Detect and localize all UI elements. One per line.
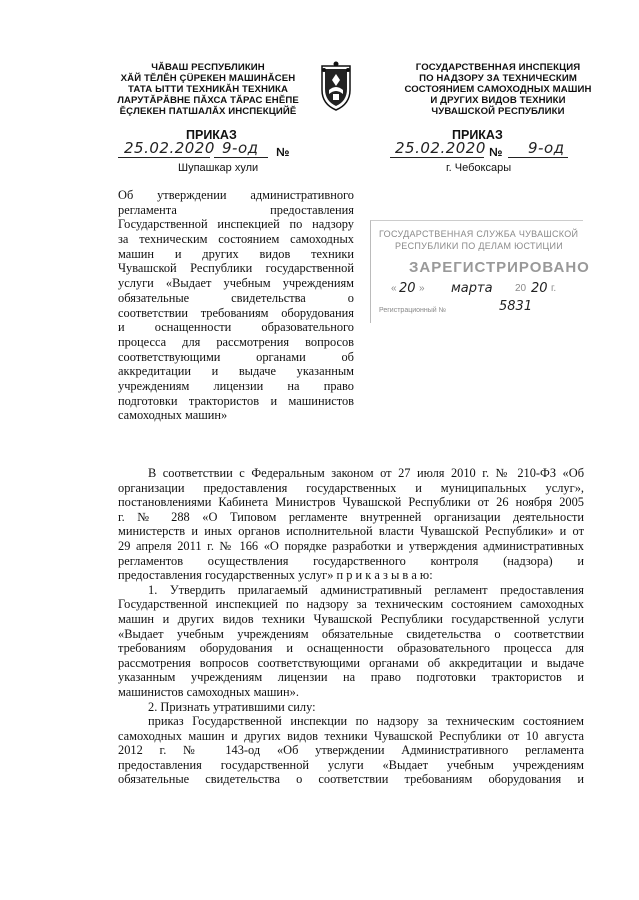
title-line: машин и других видов техники (118, 246, 354, 261)
registration-stamp: ГОСУДАРСТВЕННАЯ СЛУЖБА ЧУВАШСКОЙ РЕСПУБЛИКИ ПО ДЕЛАМ ЮСТИЦИИ ЗАРЕГИСТРИРОВАНО « 20 » марта 20 20 г. Регистрационный № 5831 (370, 220, 583, 323)
stamp-reg-label: Регистрационный № (379, 307, 447, 314)
title-line: регламента предоставления (118, 202, 354, 217)
title-line: Об утверждении административного (118, 188, 354, 202)
body-line: предоставления государственной услуги «Выдает учебным учреждениям (118, 757, 584, 772)
body-line: приказ Государственной инспекции по надзору за техническим состоянием (148, 714, 584, 729)
coat-of-arms-emblem (316, 60, 356, 112)
title-line: и оснащенности образовательного (118, 320, 354, 335)
title-line: Государственной инспекцией по надзору (118, 217, 354, 232)
stamp-year-suffix: г. (551, 283, 557, 294)
title-line: обязательные свидетельства о (118, 290, 354, 305)
body-line: самоходных машин и других видов техники Чувашской Республики от 10 августа (118, 728, 584, 743)
title-line: аккредитации и выдаче указанным (118, 364, 354, 379)
body-line: машинистов самоходных машин». (118, 684, 299, 699)
body-line: министерств и иных органов исполнительной власти Чувашской Республики» и от (118, 524, 584, 539)
body-line: указанным учреждениям лицензии на право подготовки трактористов и (118, 670, 584, 685)
stamp-reg-number: 5831 (499, 299, 533, 314)
prikaz-title-left: ПРИКАЗ (186, 128, 237, 142)
title-line: соответствующими органами об (118, 349, 354, 364)
prikaz-title-right: ПРИКАЗ (452, 128, 503, 142)
document-title-block (118, 188, 354, 423)
body-line: постановлениями Кабинета Министров Чувашской Республики от 26 ноября 2005 (118, 495, 584, 510)
title-line: за техническим состоянием самоходных (118, 232, 354, 247)
body-line: 29 апреля 2011 г. № 166 «О порядке разработки и утверждения административных (118, 538, 584, 553)
left-number-sign: № (276, 145, 290, 159)
body-line: рассмотрения вопросов соответствующими органами об аккредитации и выдаче (118, 655, 584, 670)
right-date-underline (390, 157, 484, 158)
title-line: услуги «Выдает учебным учреждениям (118, 276, 354, 291)
title-line: процесса для рассмотрения вопросов (118, 334, 354, 349)
stamp-day: 20 (399, 281, 416, 296)
body-line: регламентов осуществления государственного контроля (надзора) и (118, 553, 584, 568)
body-line: предоставления государственных услуг» п р и к а з ы в а ю: (118, 568, 433, 583)
body-line: обязательные свидетельства о соответствии требованиям оборудования и (118, 772, 584, 787)
place-right: г. Чебоксары (446, 162, 512, 174)
stamp-line-2: РЕСПУБЛИКИ ПО ДЕЛАМ ЮСТИЦИИ (395, 241, 564, 251)
place-left: Шупашкар хули (178, 162, 259, 174)
left-date-underline (118, 157, 210, 158)
stamp-line-1: ГОСУДАРСТВЕННАЯ СЛУЖБА ЧУВАШСКОЙ (379, 229, 579, 239)
body-line: требованиям оборудования и оснащенности образовательного процесса для (118, 641, 584, 656)
body-line: «Выдает учебным учреждениям обязательные свидетельства о соответствии (118, 626, 584, 641)
right-number-underline (508, 157, 568, 158)
body-line: машин и других видов техники Чувашской Республики государственной услуги (118, 611, 584, 626)
body-line: организации предоставления государственных и муниципальных услуг», (118, 480, 584, 495)
left-number-underline (214, 157, 268, 158)
body-line: 1. Утвердить прилагаемый административный регламент предоставления (148, 582, 584, 597)
body-line: 2012 г. № 143-од «Об утверждении Административного регламента (118, 743, 584, 758)
title-line: учреждениям лицензии на право (118, 378, 354, 393)
left-date-handwritten: 25.02.2020 (124, 139, 215, 157)
body-line: г. № 288 «О Типовом регламенте внутренней организации деятельности (118, 509, 584, 524)
header-right-russian: ГОСУДАРСТВЕННАЯ ИНСПЕКЦИЯ ПО НАДЗОРУ ЗА ТЕХНИЧЕСКИМ СОСТОЯНИЕМ САМОХОДНЫХ МАШИН И ДРУГИХ ВИДОВ ТЕХНИКИ ЧУВАШСКОЙ РЕСПУБЛИКИ (404, 62, 592, 117)
stamp-month: марта (451, 281, 493, 296)
document-body (118, 466, 584, 787)
stamp-registered: ЗАРЕГИСТРИРОВАНО (409, 259, 590, 276)
stamp-year-prefix: 20 (515, 283, 527, 294)
right-date-handwritten: 25.02.2020 (395, 139, 486, 157)
body-line: 2. Признать утратившими силу: (148, 699, 316, 714)
title-line: соответствии требованиям оборудования (118, 305, 354, 320)
title-line: подготовки трактористов и машинистов (118, 393, 354, 408)
left-number-handwritten: 9-од (222, 139, 259, 157)
title-line: Чувашской Республики государственной (118, 261, 354, 276)
body-line: В соответствии с Федеральным законом от 27 июля 2010 г. № 210-ФЗ «Об (148, 466, 584, 480)
title-line: самоходных машин» (118, 408, 228, 423)
right-number-handwritten: 9-од (528, 139, 565, 157)
stamp-year: 20 (531, 281, 548, 296)
body-line: Государственной инспекцией по надзору за техническим состоянием самоходных (118, 597, 584, 612)
right-number-sign: № (489, 145, 503, 159)
header-left-chuvash: ЧĂВАШ РЕСПУБЛИКИН ХĂЙ ТĔЛĔН ÇÜРЕКЕН МАШИНĂСЕН ТАТА ЫТТИ ТЕХНИКĂН ТЕХНИКА ЛАРУТĂРĂВНЕ ПĂХСА ТĂРАС ЕНĔПЕ ĔÇЛЕКЕН ПАТШАЛĂХ ИНСПЕКЦИЙĔ (117, 62, 299, 117)
